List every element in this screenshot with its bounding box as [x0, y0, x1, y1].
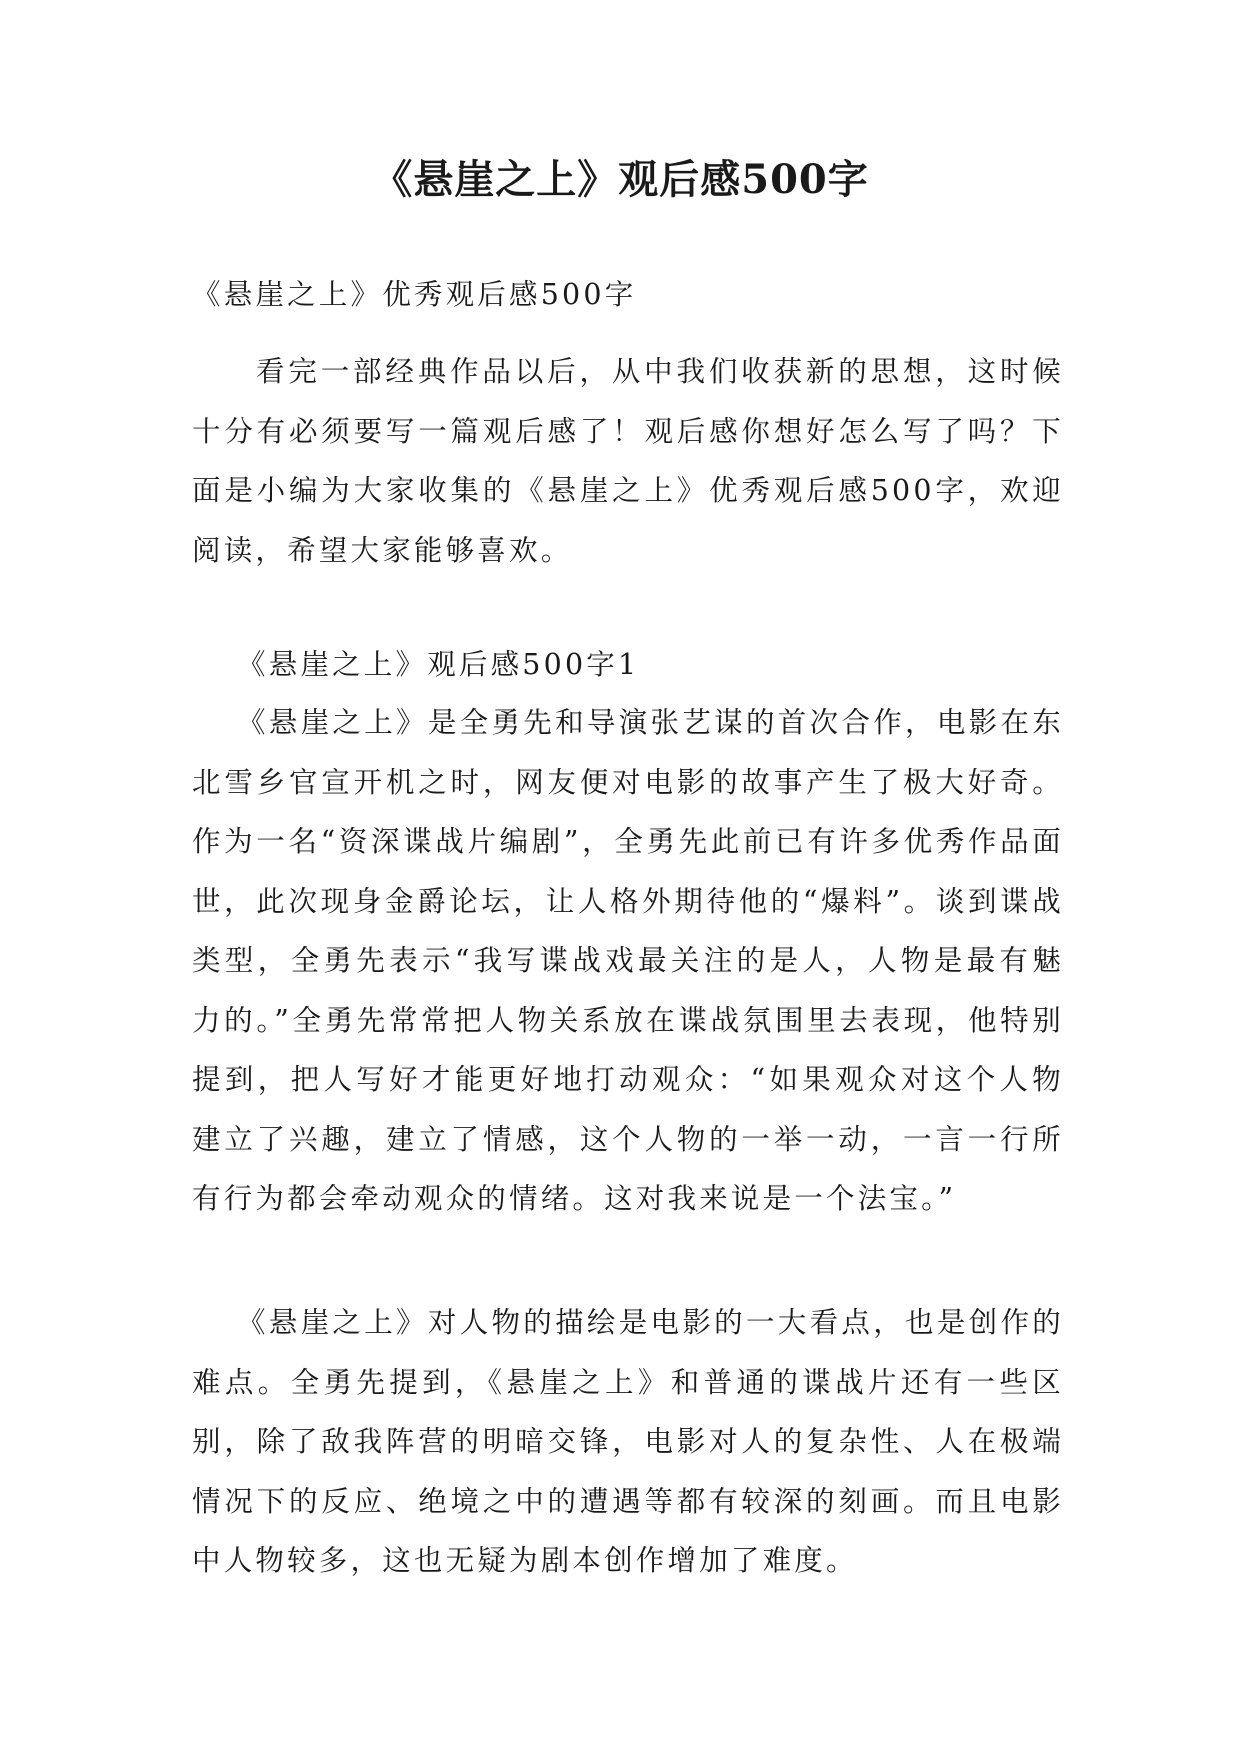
body-paragraph: 《悬崖之上》是全勇先和导演张艺谋的首次合作，电影在东北雪乡官宣开机之时，网友便对电影的故事产生了极大好奇。作为一名“资深谍战片编剧”，全勇先此前已有许多优秀作品面世，此次现身金爵论坛，让人格外期待他的“爆料”。谈到谍战类型，全勇先表示“我写谍战戏最关注的是人，人物是最有魅力的。”全勇先常常把人物关系放在谍战氛围里去表现，他特别提到，把人写好才能更好地打动观众：“如果观众对这个人物建立了兴趣，建立了情感，这个人物的一举一动，一言一行所有行为都会牵动观众的情绪。这对我来说是一个法宝。” — [192, 706, 1064, 1215]
body-paragraph: 《悬崖之上》对人物的描绘是电影的一大看点，也是创作的难点。全勇先提到，《悬崖之上》和普通的谍战片还有一些区别，除了敌我阵营的明暗交锋，电影对人的复杂性、人在极端情况下的反应、绝境之中的遭遇等都有较深的刻画。而且电影中人物较多，这也无疑为剧本创作增加了难度。 — [192, 1306, 1064, 1577]
document-subtitle: 《悬崖之上》优秀观后感500字 — [192, 278, 637, 311]
section-heading: 《悬崖之上》观后感500字1 — [237, 648, 640, 681]
intro-paragraph: 看完一部经典作品以后，从中我们收获新的思想，这时候十分有必须要写一篇观后感了！观后感你想好怎么写了吗？下面是小编为大家收集的《悬崖之上》优秀观后感500字，欢迎阅读，希望大家能够喜欢。 — [192, 355, 1064, 567]
document-title: 《悬崖之上》观后感500字 — [372, 156, 869, 203]
